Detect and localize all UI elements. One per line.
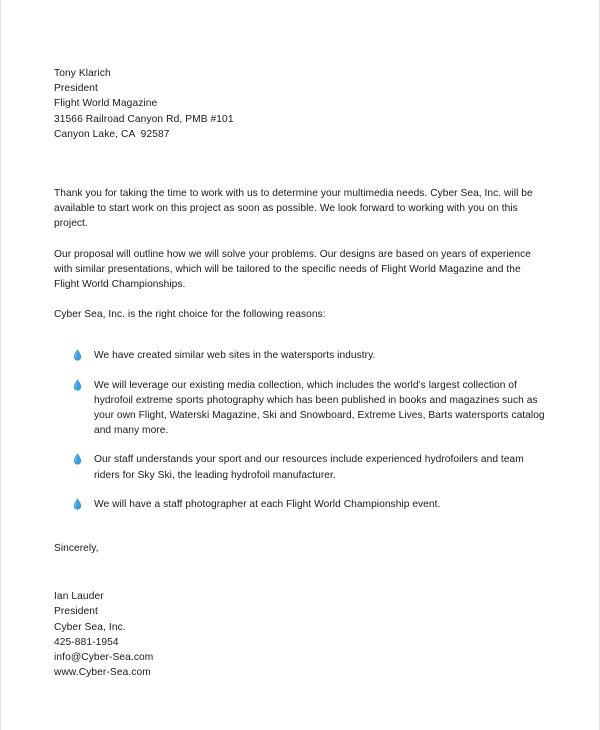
body-paragraph-1: Thank you for taking the time to work with us to determine your multimedia needs. Cyber Sea, Inc. will be available to start work on this project as soon as possible. We look forward to working with you on this project. [54, 188, 533, 230]
recipient-name: Tony Klarich [54, 68, 111, 79]
signature-block [54, 589, 548, 680]
water-drop-icon [73, 349, 82, 361]
sender-phone: 425-881-1954 [54, 636, 119, 648]
spacer [54, 142, 548, 186]
list-item [54, 452, 548, 482]
spacer [54, 322, 548, 348]
reasons-bullet-list [54, 348, 548, 512]
sender-website: www.Cyber-Sea.com [54, 667, 151, 679]
list-item [54, 378, 548, 439]
list-item [54, 348, 548, 363]
body-paragraph-3: Cyber Sea, Inc. is the right choice for the following reasons: [54, 309, 326, 321]
sender-email: info@Cyber-Sea.com [54, 652, 154, 664]
sender-company: Cyber Sea, Inc. [54, 621, 126, 633]
recipient-address-block [54, 66, 548, 142]
water-drop-icon [73, 453, 82, 465]
recipient-city-state-zip: Canyon Lake, CA 92587 [54, 128, 170, 140]
recipient-company: Flight World Magazine [54, 98, 158, 110]
recipient-street: 31566 Railroad Canyon Rd, PMB #101 [54, 113, 234, 125]
sender-name: Ian Lauder [54, 591, 104, 603]
closing-salutation: Sincerely, [54, 543, 99, 555]
list-item-label: Our staff understands your sport and our resources include experienced hydrofoilers and team riders for Sky Ski, the leading hydrofoil manufacturer. [94, 454, 524, 481]
body-paragraph-2: Our proposal will outline how we will solve your problems. Our designs are based on years of experience with similar presentations, which will be tailored to the specific needs of Flight World Magazine and the Flight World Championships. [54, 248, 531, 291]
spacer [54, 556, 548, 589]
list-item-label: We will leverage our existing media collection, which includes the world’s largest collection of hydrofoil extreme sports photography which has been published in books and magazines such as your own Flight, Waterski Magazine, Ski and Snowboard, Extreme Lives, Barts watersports catalog and many more. [94, 379, 545, 437]
water-drop-icon [73, 379, 82, 391]
list-item-label: We will have a staff photographer at each Flight World Championship event. [94, 498, 441, 510]
list-item [54, 497, 548, 512]
spacer [54, 232, 548, 247]
spacer [54, 512, 548, 541]
water-drop-icon [73, 498, 82, 510]
letter-body [54, 66, 548, 680]
list-item-label: We have created similar web sites in the watersports industry. [94, 350, 376, 362]
recipient-title: President [54, 83, 98, 95]
sender-title: President [54, 606, 98, 618]
spacer [54, 292, 548, 307]
